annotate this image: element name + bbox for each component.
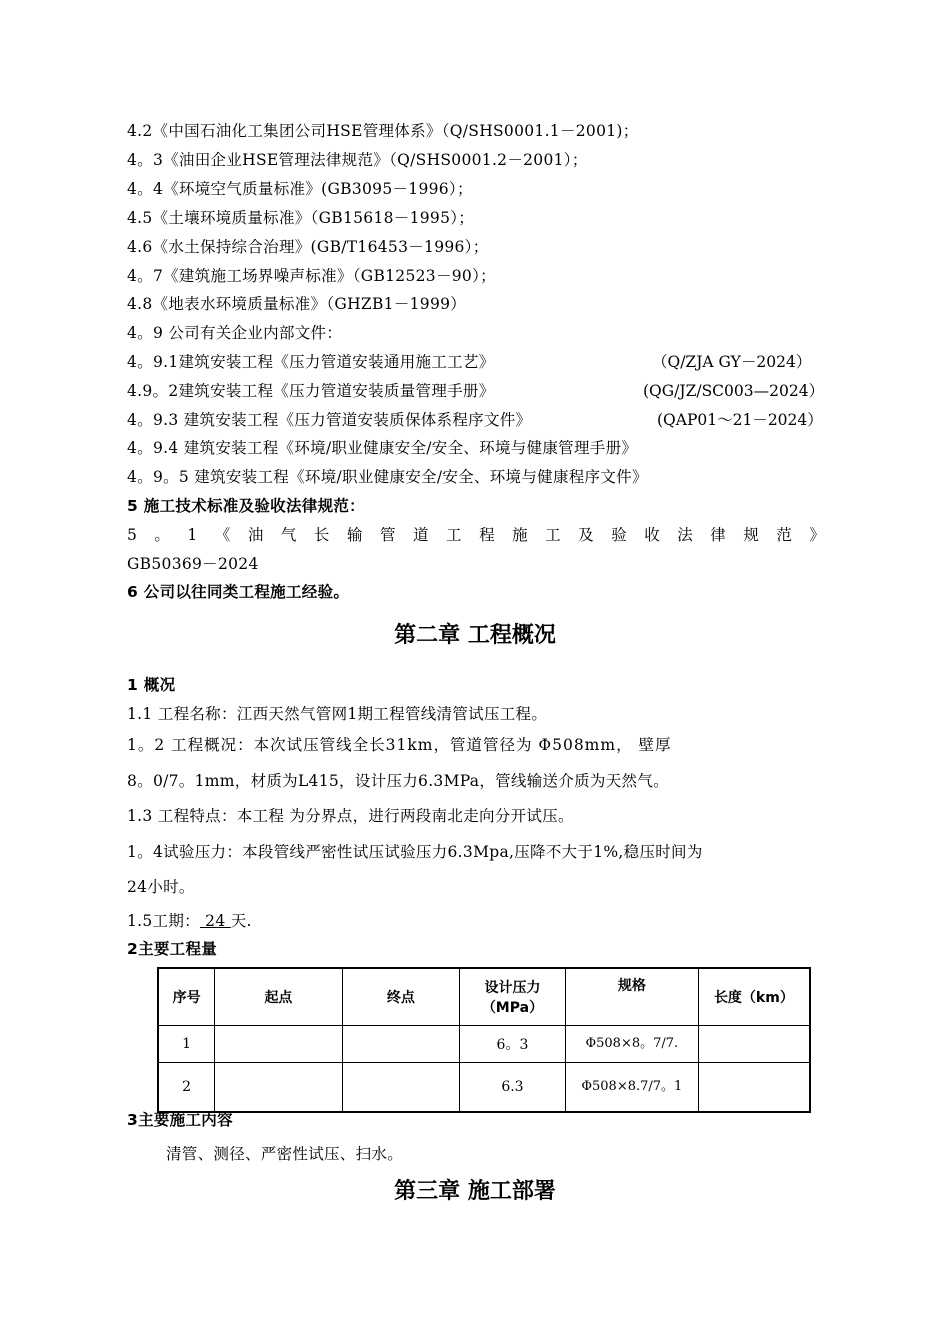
chapter-2-title: 第二章 工程概况 [394,623,556,648]
reference-4-5: 4.5《土壤环境质量标准》（GB15618－1995）； [127,209,475,227]
reference-4-6: 4.6《水土保持综合治理》(GB/T16453－1996）； [127,238,489,256]
header-end: 终点 [342,968,459,1026]
item-1-2-line1: 1。2 工程概况：本次试压管线全长31km，管道管径为 Φ508mm， 壁厚 [127,736,672,754]
section-3-content: 清管、测径、严密性试压、扫水。 [166,1145,404,1163]
table-row [158,1026,810,1063]
internal-doc-2-code: (QG/JZ/SC003—2024） [643,382,825,400]
cell-end [342,1063,459,1113]
internal-doc-2: 4.9。2建筑安装工程《压力管道安装质量管理手册》 [127,382,495,400]
cell-pressure: 6。3 [460,1026,566,1063]
cell-no: 1 [158,1026,215,1063]
cell-no: 2 [158,1063,215,1113]
reference-4-2: 4.2《中国石油化工集团公司HSE管理体系》（Q/SHS0001.1－2001)； [127,122,639,140]
internal-doc-4: 4。9.4 建筑安装工程《环境/职业健康安全/安全、环境与健康管理手册》 [127,439,638,457]
section-6-title: 6 公司以往同类工程施工经验。 [127,583,350,601]
section-3-title: 3主要施工内容 [127,1111,233,1129]
item-1-1: 1.1 工程名称：江西天然气管网1期工程管线清管试压工程。 [127,705,548,723]
internal-doc-1-code: （Q/ZJA GY－2024） [652,353,812,371]
reference-4-7: 4。7《建筑施工场界噪声标准》（GB12523－90）； [127,267,496,285]
table-header-row [158,968,810,1026]
header-start: 起点 [215,968,342,1026]
item-1-3: 1.3 工程特点：本工程 为分界点，进行两段南北走向分开试压。 [127,807,574,825]
internal-doc-3: 4。9.3 建筑安装工程《压力管道安装质保体系程序文件》 [127,411,532,429]
reference-4-9: 4。9 公司有关企业内部文件： [127,324,343,342]
item-1-5: 1.5工期： 24 天. [127,912,252,930]
reference-4-8: 4.8《地表水环境质量标准》（GHZB1－1999） [127,295,467,313]
overview-title: 1 概况 [127,676,176,694]
header-length: 长度（km） [698,968,810,1026]
table-row [158,1063,810,1113]
header-pressure: 设计压力（MPa） [460,968,566,1026]
section-5-title: 5 施工技术标准及验收法律规范： [127,497,365,515]
chapter-3-title: 第三章 施工部署 [394,1179,556,1204]
internal-doc-5: 4。9。5 建筑安装工程《环境/职业健康安全/安全、环境与健康程序文件》 [127,468,648,486]
section-5-1-code: GB50369－2024 [127,555,259,573]
header-no: 序号 [158,968,215,1026]
cell-start [215,1063,342,1113]
cell-length [698,1026,810,1063]
duration-value: 24 [199,912,231,930]
cell-end [342,1026,459,1063]
cell-spec: Φ508×8.7/7。1 [565,1063,698,1113]
cell-length [698,1063,810,1113]
internal-doc-3-code: (QAP01～21－2024） [657,411,823,429]
item-1-2-line2: 8。0/7。1mm，材质为L415，设计压力6.3MPa，管线输送介质为天然气。 [127,772,669,790]
cell-start [215,1026,342,1063]
cell-pressure: 6.3 [460,1063,566,1113]
internal-doc-1: 4。9.1建筑安装工程《压力管道安装通用施工工艺》 [127,353,495,371]
item-1-4-line2: 24小时。 [127,878,195,896]
reference-4-3: 4。3《油田企业HSE管理法律规范》（Q/SHS0001.2－2001）； [127,151,588,169]
quantity-table [157,967,811,1113]
item-1-4-line1: 1。4试验压力：本段管线严密性试压试验压力6.3Mpa,压降不大于1%,稳压时间为 [127,843,703,861]
header-spec: 规格 [565,968,698,1026]
section-5-1-line: 5 。 1 《 油 气 长 输 管 道 工 程 施 工 及 验 收 法 律 规 范 》 [127,526,825,544]
reference-4-4: 4。4《环境空气质量标准》(GB3095－1996）； [127,180,473,198]
section-2-title: 2主要工程量 [127,940,218,958]
cell-spec: Φ508×8。7/7. [565,1026,698,1063]
